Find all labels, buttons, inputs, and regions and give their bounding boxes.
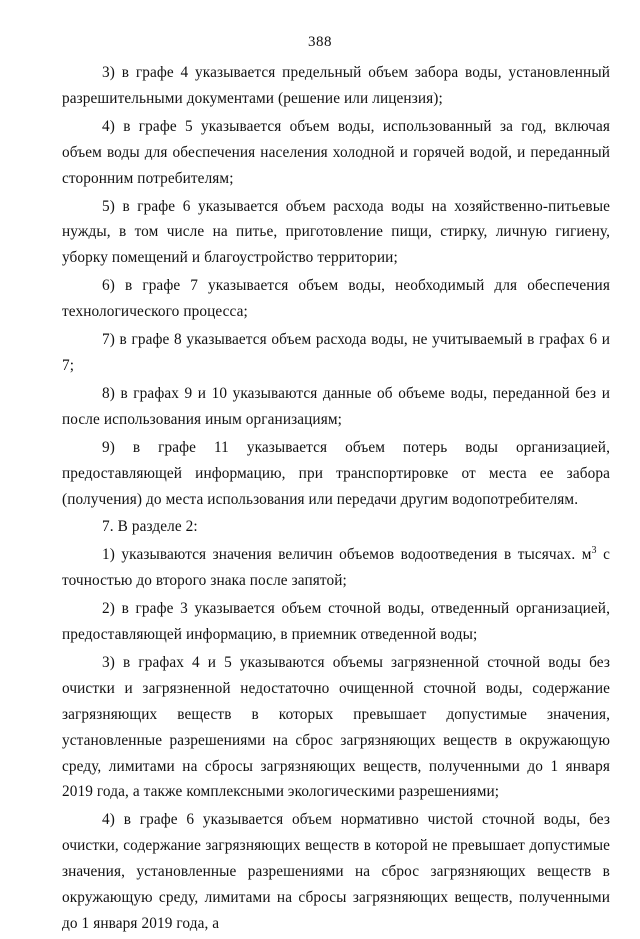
- section-heading: 7. В разделе 2:: [102, 518, 198, 536]
- paragraph-item-4: 4) в графе 5 указывается объем воды, использованный за год, включая объем воды для обеспечения населения холодной и горячей водой, и переданный сторонним потребителям;: [62, 117, 610, 187]
- page-number: 388: [308, 34, 332, 50]
- units-text-after: с точностью до второго знака после запятой;: [62, 546, 610, 590]
- paragraph-item-3: 3) в графе 4 указывается предельный объем забора воды, установленный разрешительными документами (решение или лицензия);: [62, 64, 610, 107]
- paragraph-item-6: 6) в графе 7 указывается объем воды, необходимый для обеспечения технологического процесса;: [62, 277, 610, 321]
- paragraph-section2-item-3: 3) в графах 4 и 5 указываются объемы загрязненной сточной воды без очистки и загрязненной недостаточно очищенной сточной воды, содержание загрязняющих веществ в которых превышает допустимые значения, установленные разрешениями на сброс загрязняющих веществ в окружающую среду, лимитами на сбросы загрязняющих веществ, полученными до 1 января 2019 года, а также комплексными экологическими разрешениями;: [62, 653, 610, 801]
- paragraph-item-5: 5) в графе 6 указывается объем расхода воды на хозяйственно-питьевые нужды, в том числе на питье, приготовление пищи, стирку, личную гигиену, уборку помещений и благоустройство территории;: [62, 197, 610, 267]
- units-superscript: 3: [591, 545, 597, 557]
- paragraph-section2-item-1: [62, 542, 610, 594]
- paragraph-section2-item-2: 2) в графе 3 указывается объем сточной воды, отведенный организацией, предоставляющей информацию, в приемник отведенной воды;: [62, 600, 610, 644]
- paragraph-item-7: 7) в графе 8 указывается объем расхода воды, не учитываемый в графах 6 и 7;: [62, 331, 610, 374]
- paragraph-section2-item-4: 4) в графе 6 указывается объем нормативно чистой сточной воды, без очистки, содержание загрязняющих веществ в которой не превышает допустимые значения, установленные разрешениями на сброс загрязняющих веществ в окружающую среду, лимитами на сбросы загрязняющих веществ, полученными до 1 января 2019 года, а: [62, 811, 610, 932]
- document-body: [62, 60, 610, 939]
- units-text-before: 1) указываются значения величин объемов водоотведения в тысячах. м: [102, 546, 592, 564]
- paragraph-item-8: 8) в графах 9 и 10 указываются данные об объеме воды, переданной без и после использования иным организациям;: [62, 384, 610, 428]
- paragraph-item-9: 9) в графе 11 указывается объем потерь воды организацией, предоставляющей информацию, при транспортировке от места ее забора (получения) до места использования или передачи другим водопотребителям.: [62, 438, 610, 508]
